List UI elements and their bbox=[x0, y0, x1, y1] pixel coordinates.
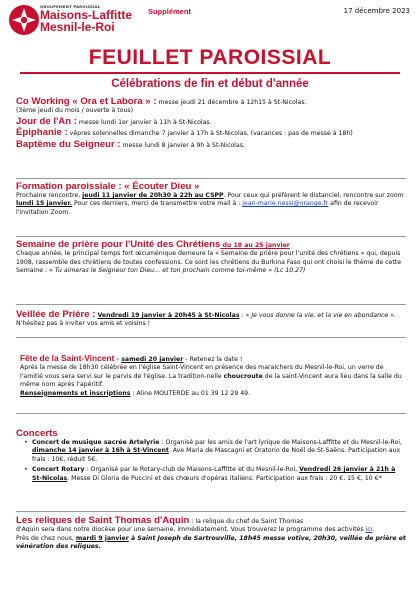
page-title: FEUILLET PAROISSIAL bbox=[88, 46, 332, 69]
fete-dash: - bbox=[114, 356, 122, 363]
concert-1-text-2: . Ave Maria de Mascagni et Oratorio de Noël de St-Saëns. Participation aux frais : 10€, réduit 5€. bbox=[32, 447, 401, 463]
title-divider bbox=[20, 72, 400, 74]
issue-date: 17 décembre 2023 bbox=[343, 7, 410, 15]
fete-heading-line bbox=[20, 353, 404, 364]
jour-an-line bbox=[16, 116, 406, 127]
reliques-local-date: mardi 9 janvier bbox=[75, 534, 129, 542]
parish-logo-text bbox=[40, 4, 132, 33]
jour-an-text: messe lundi 1er janvier à 11h à St-Nicolas. bbox=[76, 118, 212, 126]
formation-section bbox=[16, 181, 406, 217]
concert-1-when: dimanche 14 janvier à 16h à St-Vincent bbox=[32, 447, 169, 455]
fete-date: samedi 20 janvier bbox=[121, 356, 184, 363]
fete-note: - Retenez la date ! bbox=[183, 356, 243, 363]
divider bbox=[16, 178, 406, 179]
semaine-text: Chaque année, le principal temps fort œcuménique demeure la « Semaine de prière pour l'unité des chrétiens » qui, depuis 1908, rassemble des chrétiens de toutes confessions. Ce sont les chrétiens du Burkina Faso qui ont choisi le thème de cette Semaine : bbox=[16, 250, 402, 275]
fete-heading: Fête de la Saint-Vincent bbox=[20, 353, 115, 363]
reliques-heading-line bbox=[16, 515, 406, 526]
reliques-local-2: à Saint Joseph de Sartrouville, 18h45 messe votive, 20h30, veillée de prière et vénération des reliques. bbox=[16, 534, 406, 551]
formation-zoom-date: lundi 15 janvier. bbox=[16, 200, 72, 208]
epiphanie-label: Épiphanie : bbox=[16, 127, 68, 139]
veillee-quote: : « Je vous donne la vie, et la vie en abondance ». bbox=[239, 312, 396, 319]
fete-choucroute: choucroute bbox=[223, 372, 263, 380]
supplement-label: Supplément bbox=[148, 7, 191, 16]
concert-item bbox=[24, 466, 406, 483]
divider bbox=[16, 337, 406, 338]
co-working-text: messe jeudi 21 décembre à 12h15 à St-Nicolas. bbox=[156, 99, 307, 106]
reliques-program-link[interactable]: ici bbox=[365, 526, 373, 534]
concerts-section bbox=[16, 428, 406, 483]
parish-logo-icon bbox=[8, 4, 40, 36]
semaine-dates: du 18 au 25 janvier bbox=[220, 242, 290, 249]
logo-town-1: Maisons-Laffitte bbox=[40, 8, 133, 22]
bapteme-label: Baptême du Seigneur : bbox=[16, 138, 121, 150]
semaine-heading-line bbox=[16, 239, 406, 250]
reliques-local bbox=[16, 535, 406, 552]
reliques-heading: Les reliques de Saint Thomas d'Aquin bbox=[16, 515, 190, 526]
bapteme-line bbox=[16, 139, 406, 150]
bullet-icon: • bbox=[24, 466, 28, 474]
reliques-local-1: Près de chez nous, bbox=[16, 534, 76, 542]
formation-date: jeudi 11 janvier de 20h30 à 22h au CSPP bbox=[82, 192, 224, 199]
formation-heading: Formation paroissiale : « Écouter Dieu » bbox=[16, 181, 200, 192]
concert-2-title: Concert Rotary bbox=[32, 466, 85, 474]
reliques-section bbox=[16, 515, 406, 552]
semaine-section bbox=[16, 239, 406, 276]
formation-text-1: Prochaine rencontre, bbox=[16, 192, 83, 199]
concert-2-text-2: . Messe Di Gloria de Puccini et des chœurs d'opéras italiens. Participation aux frais : 20 €, 15 €, 10 €* bbox=[67, 474, 382, 482]
semaine-heading: Semaine de prière pour l'Unité des Chrétiens bbox=[16, 239, 221, 250]
co-working-note: (3ème jeudi du mois / ouverte à tous) bbox=[16, 107, 134, 115]
divider bbox=[16, 304, 406, 305]
divider bbox=[16, 511, 406, 512]
concert-2-text-1: : Organisé par le Rotary-club de Maisons-Laffitte et du Mesnil-le-Roi, bbox=[84, 466, 300, 474]
veillee-when: Vendredi 19 janvier à 20h45 à St-Nicolas bbox=[97, 312, 240, 319]
semaine-body bbox=[16, 250, 406, 275]
semaine-quote: « Tu aimeras le Seigneur ton Dieu… et ton prochain comme toi-même » (Lc 10,27) bbox=[49, 267, 306, 275]
logo-group-label: GROUPEMENT PAROISSIAL bbox=[40, 4, 101, 9]
fete-section bbox=[20, 353, 404, 398]
bapteme-text: messe lundi 8 janvier à 9h à St-Nicolas. bbox=[120, 141, 245, 149]
celebrations-list bbox=[16, 96, 406, 150]
co-working-label: Co Working « Ora et Labora » : bbox=[16, 96, 157, 107]
formation-text-4: afin de recevoir l'invitation Zoom. bbox=[16, 200, 379, 216]
concert-1-text-1: : Organisé par les amis de l'art lyrique de Maisons-Laffitte et du Mesnil-le-Roi, bbox=[159, 439, 402, 446]
formation-body bbox=[16, 192, 406, 217]
fete-text-1: Après la messe de 18h30 célébrée en l'église Saint-Vincent en présence des maraichers du Mesnil-le-Roi, un verre de l'amitié vous sera servi sur le parvis de l'église. La tradition-nelle bbox=[20, 364, 384, 380]
concert-item bbox=[24, 439, 406, 464]
divider bbox=[16, 413, 406, 414]
reliques-text-1: d'Aquin sera dans notre diocèse pour une semaine, immédiatement. Vous trouverez le programme des activités bbox=[16, 526, 366, 534]
formation-email-link[interactable]: jean-marie.nessi@orange.fr bbox=[242, 200, 329, 208]
reliques-heading-tail: : la relique du chef de Saint Thomas bbox=[189, 518, 304, 525]
concert-1-title: Concert de musique sacrée Artelyrie bbox=[32, 439, 160, 446]
section-title: Célébrations de fin et début d'année bbox=[111, 78, 309, 90]
logo-town-2: Mesnil-le-Roi bbox=[40, 20, 115, 34]
concert-2-when: Vendredi 26 janvier à 21h à St-Nicolas bbox=[32, 466, 396, 482]
bullet-icon: • bbox=[24, 439, 28, 446]
veillee-invite: N'hésitez pas à inviter vos amis et voisins ! bbox=[16, 320, 151, 328]
epiphanie-text: vêpres solennelles dimanche 7 janvier à 17h à St-Nicolas. (vacances : pas de messe à 18h) bbox=[67, 130, 353, 138]
concerts-heading: Concerts bbox=[16, 428, 58, 439]
jour-an-label: Jour de l'An : bbox=[16, 115, 77, 127]
fete-contact-label: Renseignements et inscriptions bbox=[20, 389, 131, 397]
fete-text-2: de la saint-Vincent aura lieu dans la salle du même nom après l'apéritif. bbox=[20, 372, 402, 389]
fete-contact-text: : Aline MOUTERDE au 01 39 12 29 49. bbox=[130, 389, 251, 397]
formation-text-2: . Pour ceux qui préfèrent le distanciel, rencontre sur zoom bbox=[223, 192, 404, 199]
epiphanie-line bbox=[16, 127, 406, 138]
formation-text-3: Pour ces derniers, merci de transmettre votre mail à : bbox=[71, 200, 243, 208]
veillee-section bbox=[16, 309, 406, 329]
veillee-heading: Veillée de Prière : bbox=[16, 309, 96, 320]
reliques-text-2: . bbox=[372, 526, 375, 534]
reliques-body bbox=[16, 526, 406, 534]
fete-body bbox=[20, 364, 404, 389]
divider bbox=[16, 236, 406, 237]
fete-contact bbox=[20, 390, 404, 398]
co-working-line bbox=[16, 96, 406, 107]
